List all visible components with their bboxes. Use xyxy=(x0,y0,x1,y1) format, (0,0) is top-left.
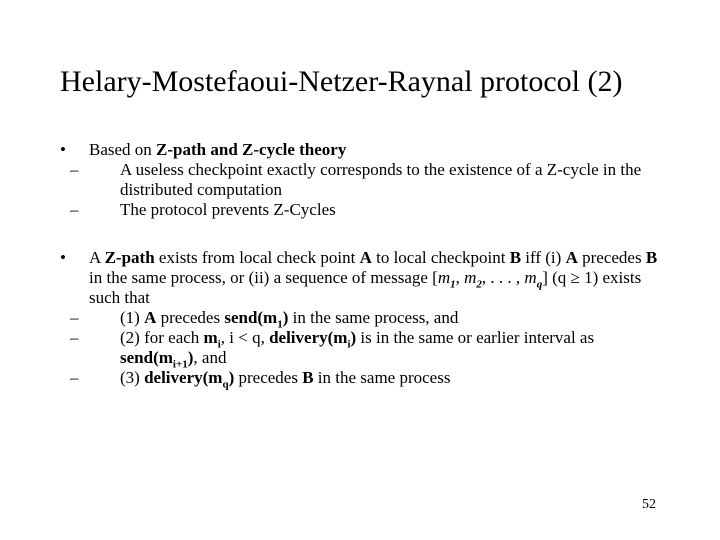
bullet-z-theory xyxy=(60,140,660,160)
sub-item-text: The protocol prevents Z-Cycles xyxy=(120,200,336,219)
bullet-body xyxy=(89,140,660,160)
bullet-bold-text: Z-path and Z-cycle theory xyxy=(156,140,347,159)
bullet-z-path-definition xyxy=(60,248,660,308)
page-number: 52 xyxy=(642,497,656,512)
bullet-text: Based on xyxy=(89,140,157,159)
math-m2: $m_2$ xyxy=(464,268,482,291)
sub-item-condition-2: – (2) for each $m_i$, i < q, $delivery(m_i)$ is in the same or earlier interval as $send(m_{i+1})$, and xyxy=(60,328,660,368)
sub-item-prevents-zcycles: – The protocol prevents Z-Cycles xyxy=(60,200,660,220)
slide-title: Helary-Mostefaoui-Netzer-Raynal protocol (2) xyxy=(60,65,623,98)
sub-item-text: (2) for each $m_i$, i < q, $delivery(m_i)$ is in the same or earlier interval as $send(m_{i+1})$, and xyxy=(120,328,595,371)
bullet-marker: • xyxy=(60,248,66,267)
sub-item-text: (3) $delivery(m_q)$ precedes B in the same process xyxy=(120,368,451,391)
slide-content xyxy=(60,140,660,391)
bullet-marker: • xyxy=(60,140,66,159)
math-mq: $m_q$ xyxy=(524,268,543,291)
sub-item-condition-3: – (3) $delivery(m_q)$ precedes B in the same process xyxy=(60,368,660,388)
math-m1: $m_1$ xyxy=(437,268,456,291)
bullet-body: A Z-path exists from local check point A to local checkpoint B iff (i) A precedes B in the same process, or (ii) a sequence of message [$m_1$, $m_2$, . . . , $m_q$] (q ≥ 1) exists such that xyxy=(89,248,658,307)
sub-item-text: (1) A precedes $send(m_1)$ in the same process, and xyxy=(120,308,459,331)
sub-item-text: A useless checkpoint exactly corresponds to the existence of a Z-cycle in the distributed computation xyxy=(120,160,642,199)
sub-item-useless-checkpoint: – A useless checkpoint exactly corresponds to the existence of a Z-cycle in the distributed computation xyxy=(60,160,660,200)
sub-item-condition-1: – (1) A precedes $send(m_1)$ in the same process, and xyxy=(60,308,660,328)
